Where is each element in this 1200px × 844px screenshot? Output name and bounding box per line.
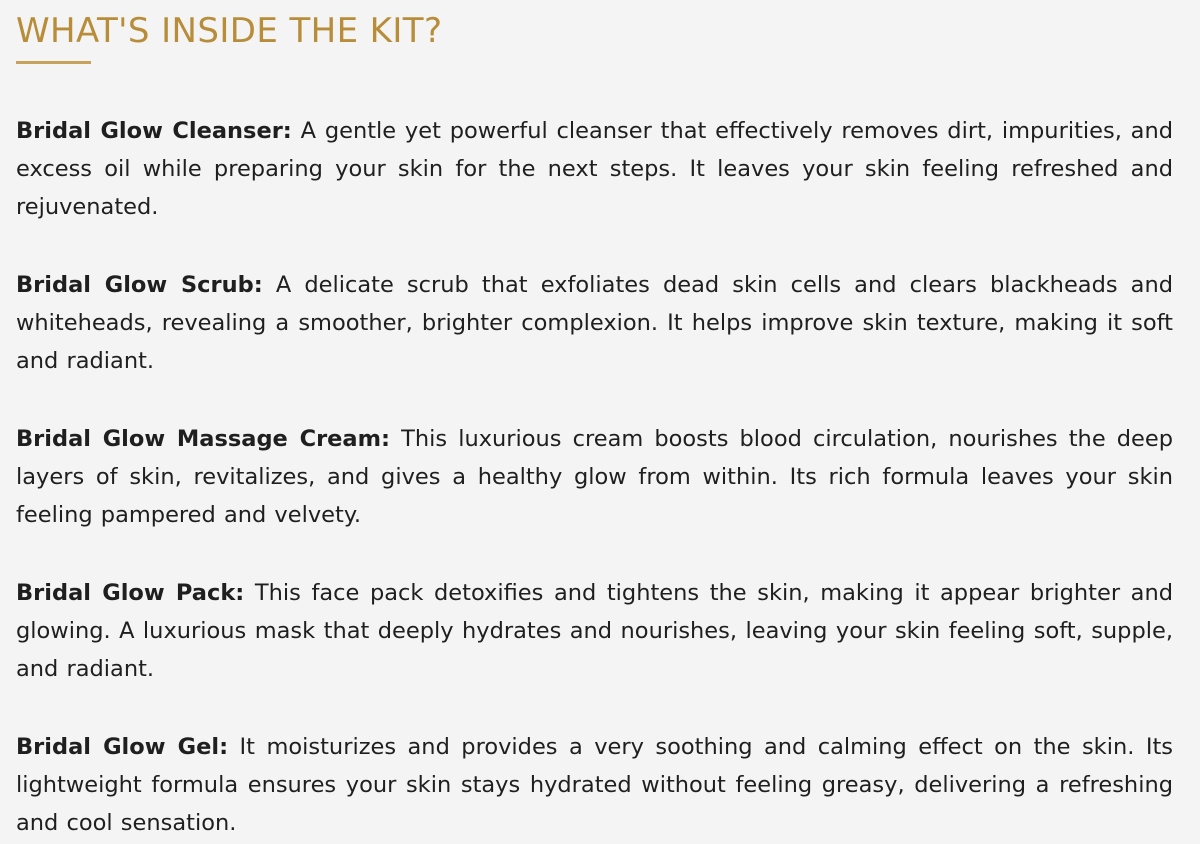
product-description: A gentle yet powerful cleanser that effectively removes dirt, impurities, and excess oil while preparing your skin for the next steps. It leaves your skin feeling refreshed and rejuvenated. (16, 118, 1174, 220)
kit-item-cleanser (16, 112, 1173, 226)
title-underline (16, 61, 91, 64)
product-name: Bridal Glow Scrub: (16, 272, 263, 298)
kit-item-pack (16, 574, 1173, 688)
product-name: Bridal Glow Gel: (16, 734, 229, 760)
kit-item-gel (16, 728, 1173, 842)
kit-products-list (16, 112, 1173, 842)
product-description: It moisturizes and provides a very soothing and calming effect on the skin. Its lightweight formula ensures your skin stays hydrated without feeling greasy, delivering a refreshing and cool sensation. (16, 734, 1174, 836)
product-description: This luxurious cream boosts blood circulation, nourishes the deep layers of skin, revitalizes, and gives a healthy glow from within. Its rich formula leaves your skin feeling pampered and velvety. (16, 426, 1173, 528)
product-name: Bridal Glow Massage Cream: (16, 426, 391, 452)
kit-item-massage-cream (16, 420, 1173, 534)
product-description: A delicate scrub that exfoliates dead skin cells and clears blackheads and whiteheads, revealing a smoother, brighter complexion. It helps improve skin texture, making it soft and radiant. (16, 272, 1174, 374)
product-description: This face pack detoxifies and tightens the skin, making it appear brighter and glowing. A luxurious mask that deeply hydrates and nourishes, leaving your skin feeling soft, supple, and radiant. (16, 580, 1173, 682)
section-title: WHAT'S INSIDE THE KIT? (16, 11, 443, 51)
kit-item-scrub (16, 266, 1173, 380)
product-name: Bridal Glow Cleanser: (16, 118, 292, 144)
product-name: Bridal Glow Pack: (16, 580, 245, 606)
